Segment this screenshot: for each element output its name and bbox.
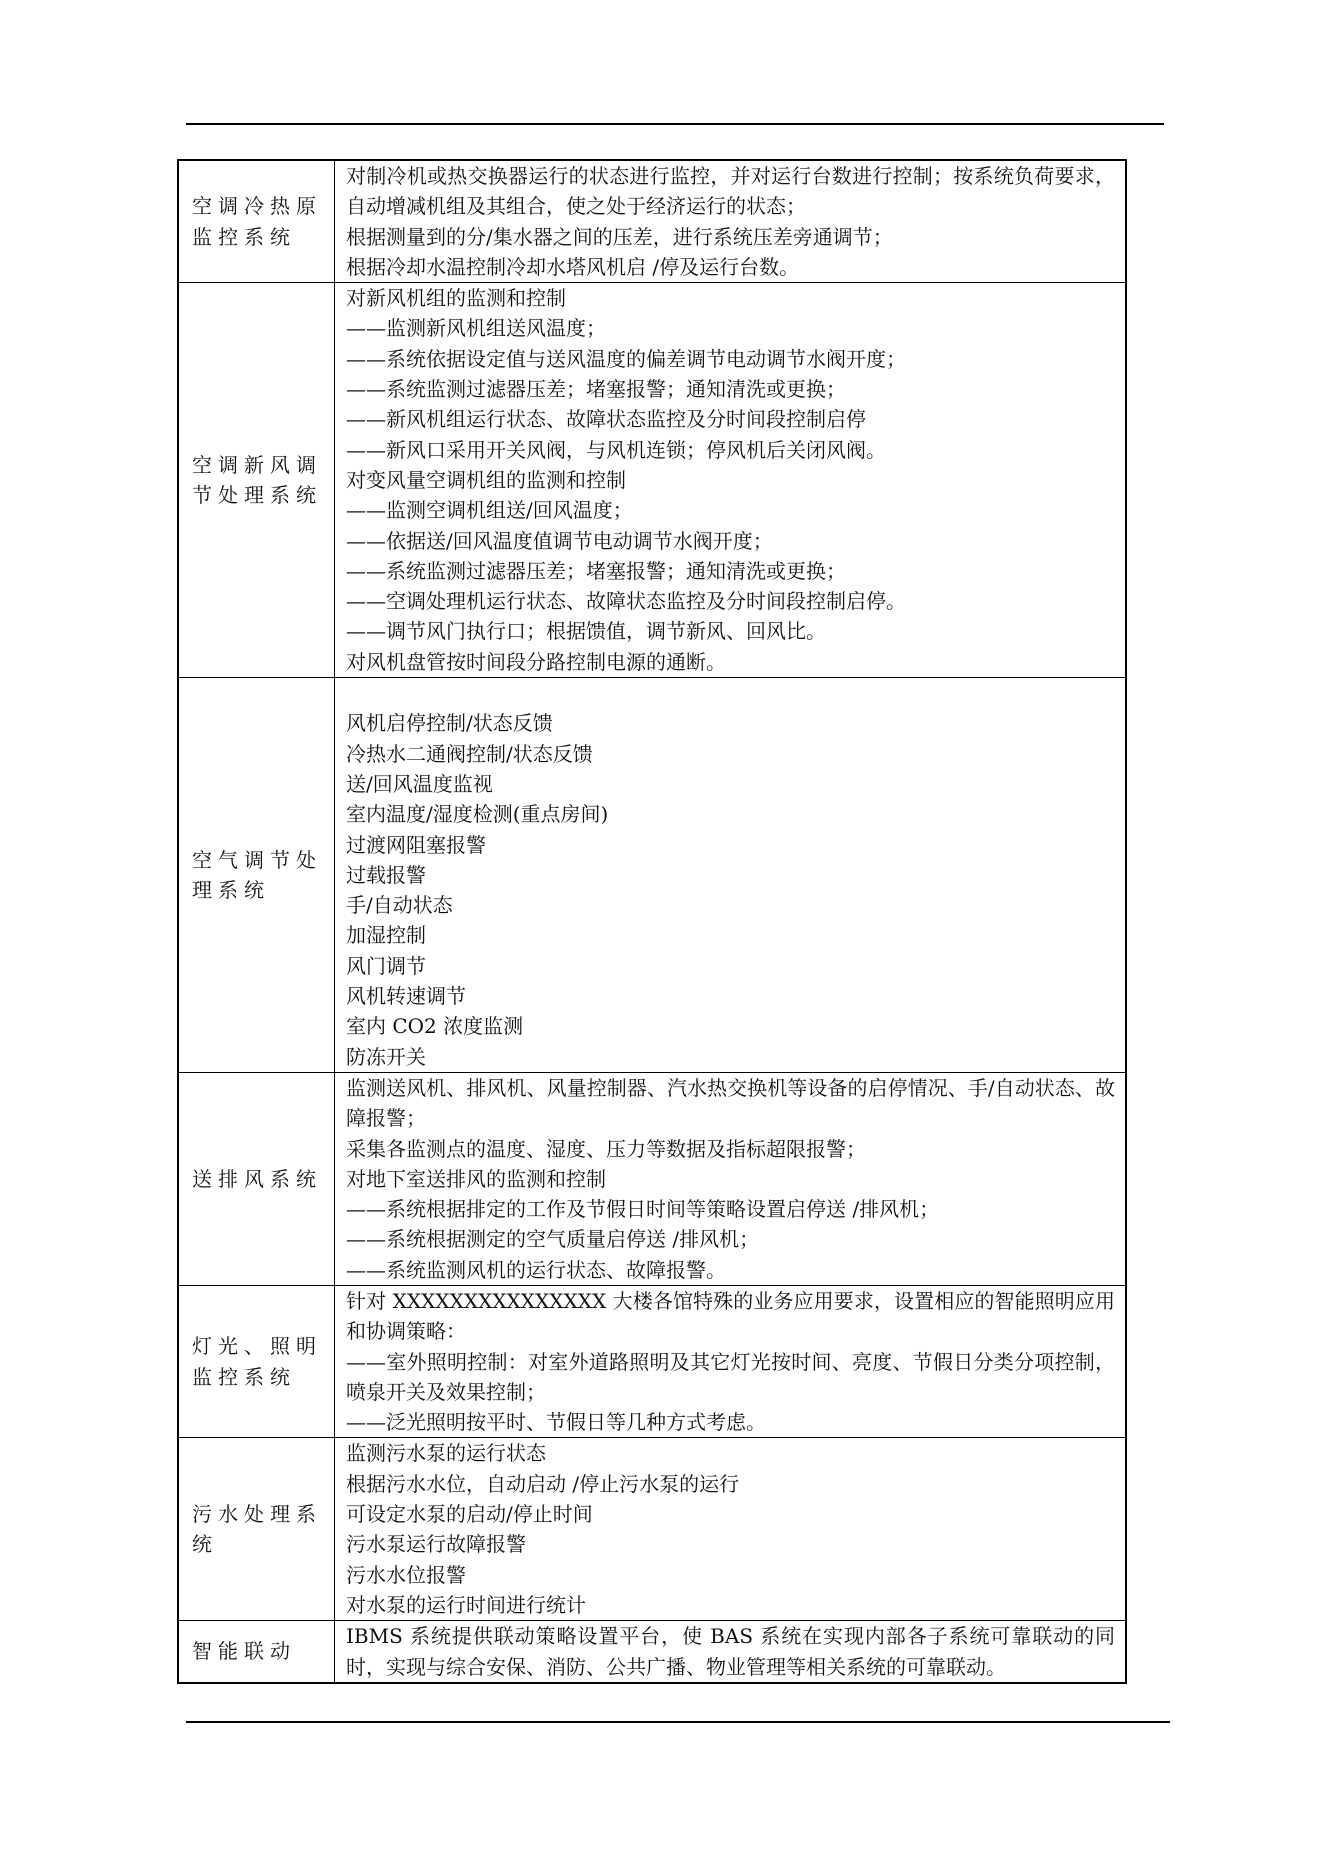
description-line: 冷热水二通阀控制/状态反馈 xyxy=(346,741,593,766)
description-line: 对新风机组的监测和控制 xyxy=(346,286,566,311)
table-row xyxy=(178,160,1126,283)
description-line: ——新风机组运行状态、故障状态监控及分时间段控制启停 xyxy=(346,407,866,432)
description-line: 监测送风机、排风机、风量控制器、汽水热交换机等设备的启停情况、手/自动状态、故障报警； xyxy=(346,1075,1115,1131)
description-line: 室内温度/湿度检测(重点房间) xyxy=(346,802,609,827)
system-name-cell: 空调新风调节处理系统 xyxy=(178,283,335,678)
system-name-cell: 送排风系统 xyxy=(178,1072,335,1285)
description-line: 针对 XXXXXXXXXXXXXXX 大楼各馆特殊的业务应用要求，设置相应的智能照明应用和协调策略： xyxy=(346,1288,1115,1344)
description-line: ——空调处理机运行状态、故障状态监控及分时间段控制启停。 xyxy=(346,589,906,614)
system-description-cell xyxy=(335,160,1127,283)
description-line: ——系统根据排定的工作及节假日时间等策略设置启停送 /排风机； xyxy=(346,1197,940,1222)
description-line: ——监测新风机组送风温度； xyxy=(346,316,606,341)
description-line: 加湿控制 xyxy=(346,923,426,948)
system-name-cell: 灯光、照明监控系统 xyxy=(178,1285,335,1437)
system-name-cell: 智能联动 xyxy=(178,1621,335,1683)
table-row xyxy=(178,1285,1126,1437)
system-description-cell xyxy=(335,1072,1127,1285)
description-line: ——系统监测风机的运行状态、故障报警。 xyxy=(346,1257,726,1282)
description-line: 根据测量到的分/集水器之间的压差，进行系统压差旁通调节； xyxy=(346,224,893,249)
description-line: 污水泵运行故障报警 xyxy=(346,1532,526,1557)
description-line: 防冻开关 xyxy=(346,1044,426,1069)
description-line: ——系统依据设定值与送风温度的偏差调节电动调节水阀开度； xyxy=(346,346,906,371)
table-row xyxy=(178,1621,1126,1683)
description-line: 过载报警 xyxy=(346,862,426,887)
system-name-cell: 空气调节处理系统 xyxy=(178,678,335,1073)
system-table-body xyxy=(178,160,1126,1683)
description-line: 对水泵的运行时间进行统计 xyxy=(346,1592,586,1617)
description-line: 根据冷却水温控制冷却水塔风机启 /停及运行台数。 xyxy=(346,254,800,279)
description-line: 对变风量空调机组的监测和控制 xyxy=(346,467,626,492)
description-line: 对地下室送排风的监测和控制 xyxy=(346,1166,606,1191)
description-line: 风机启停控制/状态反馈 xyxy=(346,711,553,736)
description-line: ——系统监测过滤器压差；堵塞报警；通知清洗或更换； xyxy=(346,377,846,402)
description-line: 对制冷机或热交换器运行的状态进行监控，并对运行台数进行控制；按系统负荷要求，自动增减机组及其组合，使之处于经济运行的状态； xyxy=(346,164,1115,219)
description-line: ——监测空调机组送/回风温度； xyxy=(346,498,633,523)
system-description-cell xyxy=(335,1285,1127,1437)
description-line: 监测污水泵的运行状态 xyxy=(346,1441,546,1466)
description-line: ——室外照明控制：对室外道路照明及其它灯光按时间、亮度、节假日分类分项控制，喷泉开关及效果控制； xyxy=(346,1349,1115,1404)
description-line: 风机转速调节 xyxy=(346,984,466,1009)
table-row xyxy=(178,1438,1126,1621)
description-line: ——系统根据测定的空气质量启停送 /排风机； xyxy=(346,1227,760,1252)
footer-rule xyxy=(186,1721,1170,1723)
description-line: 污水水位报警 xyxy=(346,1562,466,1587)
table-row xyxy=(178,678,1126,1073)
description-line: IBMS 系统提供联动策略设置平台，使 BAS 系统在实现内部各子系统可靠联动的同时，实现与综合安保、消防、公共广播、物业管理等相关系统的可靠联动。 xyxy=(346,1624,1115,1679)
description-line: 室内 CO2 浓度监测 xyxy=(346,1014,524,1039)
description-line: 过渡网阻塞报警 xyxy=(346,832,486,857)
system-description-cell xyxy=(335,283,1127,678)
description-line: ——泛光照明按平时、节假日等几种方式考虑。 xyxy=(346,1410,766,1435)
description-line xyxy=(346,678,1115,708)
description-line: ——调节风门执行口；根据馈值，调节新风、回风比。 xyxy=(346,619,826,644)
description-line: 根据污水水位，自动启动 /停止污水泵的运行 xyxy=(346,1471,740,1496)
table-row xyxy=(178,283,1126,678)
description-line: 采集各监测点的温度、湿度、压力等数据及指标超限报警； xyxy=(346,1136,866,1161)
system-name-cell: 空调冷热原监控系统 xyxy=(178,160,335,283)
description-line: ——新风口采用开关风阀，与风机连锁；停风机后关闭风阀。 xyxy=(346,437,886,462)
system-table xyxy=(177,159,1127,1684)
table-row xyxy=(178,1072,1126,1285)
description-line: 风门调节 xyxy=(346,953,426,978)
description-line: 送/回风温度监视 xyxy=(346,771,493,796)
system-name-cell: 污水处理系统 xyxy=(178,1438,335,1621)
description-line: 可设定水泵的启动/停止时间 xyxy=(346,1502,593,1527)
system-description-cell xyxy=(335,1438,1127,1621)
header-rule xyxy=(186,123,1164,125)
description-line: 对风机盘管按时间段分路控制电源的通断。 xyxy=(346,649,726,674)
system-description-cell xyxy=(335,1621,1127,1683)
description-line: ——系统监测过滤器压差；堵塞报警；通知清洗或更换； xyxy=(346,558,846,583)
description-line: 手/自动状态 xyxy=(346,893,453,918)
system-description-cell xyxy=(335,678,1127,1073)
description-line: ——依据送/回风温度值调节电动调节水阀开度； xyxy=(346,528,773,553)
